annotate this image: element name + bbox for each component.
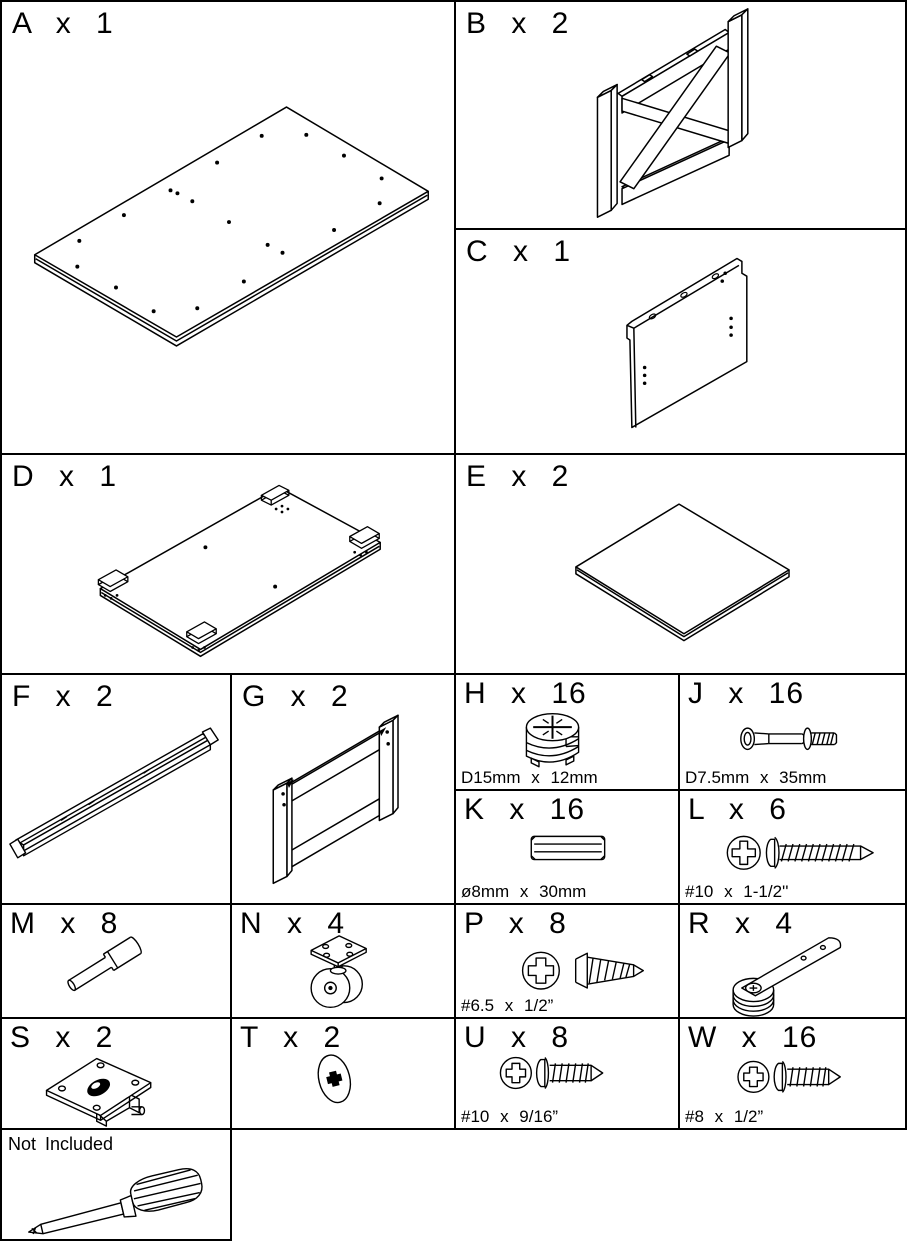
part-dim-h: D15mm x 12mm [461, 768, 598, 787]
support-rail-drawing [2, 675, 230, 903]
cover-cap-drawing [232, 1019, 454, 1128]
part-cell-m [0, 903, 232, 1019]
part-dim-w: #8 x 1/2” [685, 1107, 764, 1126]
part-cell-a [0, 0, 456, 455]
part-label-w: W x 16 [688, 1021, 818, 1054]
part-label-b: B x 2 [466, 7, 570, 40]
long-screw-drawing [680, 791, 905, 903]
part-cell-t [230, 1017, 456, 1130]
part-label-h: H x 16 [464, 677, 587, 710]
bottom-panel-drawing [2, 455, 454, 673]
roller-bracket-drawing [680, 905, 905, 1017]
part-label-m: M x 8 [10, 907, 119, 940]
part-cell-b [454, 0, 907, 230]
part-cell-h [454, 673, 680, 791]
part-label-r: R x 4 [688, 907, 794, 940]
part-label-u: U x 8 [464, 1021, 570, 1054]
part-cell-d [0, 453, 456, 675]
part-cell-s [0, 1017, 232, 1130]
part-cell-j [678, 673, 907, 791]
part-label-s: S x 2 [10, 1021, 114, 1054]
x-frame-drawing [456, 2, 905, 228]
part-cell-p [454, 903, 680, 1019]
part-cell-u [454, 1017, 680, 1130]
part-label-e: E x 2 [466, 460, 570, 493]
not-included-cell [0, 1128, 232, 1241]
shelf-panel-drawing [456, 455, 905, 673]
part-dim-u: #10 x 9/16” [461, 1107, 559, 1126]
part-cell-g [230, 673, 456, 905]
part-label-t: T x 2 [240, 1021, 342, 1054]
part-label-f: F x 2 [12, 680, 114, 713]
shelf-pin-drawing [2, 905, 230, 1017]
part-dim-p: #6.5 x 1/2” [461, 996, 554, 1015]
part-label-l: L x 6 [688, 793, 787, 826]
part-label-a: A x 1 [12, 7, 114, 40]
part-label-g: G x 2 [242, 680, 349, 713]
wood-dowel-drawing [456, 791, 678, 903]
not-included-label: Not Included [8, 1134, 114, 1154]
part-cell-e [454, 453, 907, 675]
part-cell-l [678, 789, 907, 905]
part-label-j: J x 16 [688, 677, 805, 710]
pan-head-screw-drawing [680, 1019, 905, 1128]
cam-bolt-drawing [680, 675, 905, 789]
part-cell-k [454, 789, 680, 905]
pan-head-screw-drawing [456, 1019, 678, 1128]
part-label-p: P x 8 [464, 907, 567, 940]
part-dim-j: D7.5mm x 35mm [685, 768, 827, 787]
flat-head-screw-drawing [456, 905, 678, 1017]
part-dim-l: #10 x 1-1/2'' [685, 882, 789, 901]
frame-panel-drawing [232, 675, 454, 903]
large-panel-drawing [2, 2, 454, 453]
part-label-d: D x 1 [12, 460, 118, 493]
part-cell-r [678, 903, 907, 1019]
part-cell-n [230, 903, 456, 1019]
part-cell-f [0, 673, 232, 905]
part-label-c: C x 1 [466, 235, 572, 268]
latch-plate-drawing [2, 1019, 230, 1128]
back-panel-drawing [456, 230, 905, 453]
part-cell-w [678, 1017, 907, 1130]
part-cell-c [454, 228, 907, 455]
screwdriver-drawing [2, 1130, 230, 1239]
cam-lock-drawing [456, 675, 678, 789]
part-label-n: N x 4 [240, 907, 346, 940]
part-label-k: K x 16 [464, 793, 586, 826]
part-dim-k: ø8mm x 30mm [461, 882, 587, 901]
caster-wheel-drawing [232, 905, 454, 1017]
